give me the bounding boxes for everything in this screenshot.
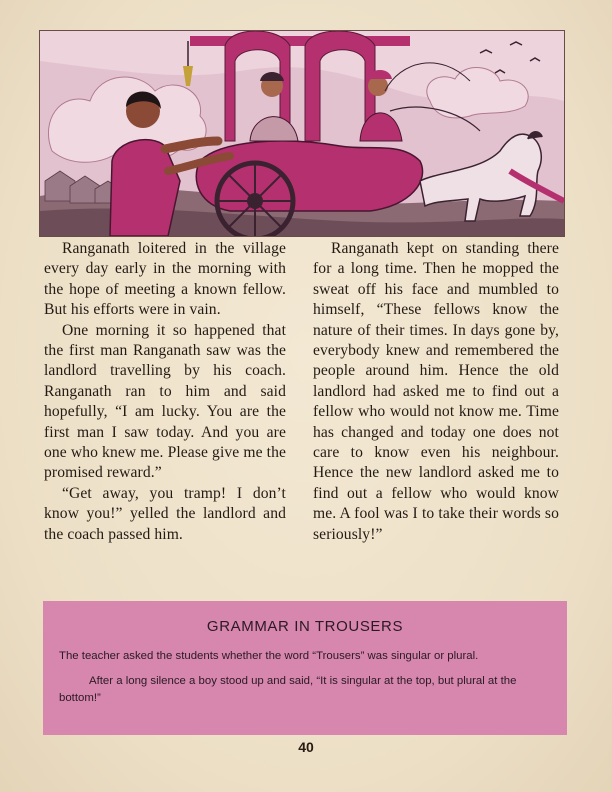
grammar-box-title: GRAMMAR IN TROUSERS: [206, 618, 404, 635]
story-paragraph: “Get away, you tramp! I don’t know you!” yelled the landlord and the coach passed him.: [44, 484, 286, 543]
chariot-illustration: [39, 30, 565, 237]
story-paragraph: One morning it so happened that the first man Ranganath saw was the landlord travelling by his coach. Ranganath ran to him and said hopefully, “I am lucky. You are the first man I saw today. And you are one who knew me. Please give me the promised reward.”: [44, 321, 286, 482]
story-left-column: [44, 239, 286, 545]
story-paragraph: Ranganath loitered in the village every day early in the morning with the hope of meeting a known fellow. But his efforts were in vain.: [44, 240, 286, 319]
chariot-scene-image: [40, 31, 564, 236]
grammar-box-text: [59, 648, 553, 707]
grammar-box-line: The teacher asked the students whether the word “Trousers” was singular or plural.: [59, 650, 479, 662]
story-paragraph: Ranganath kept on standing there for a long time. Then he mopped the sweat off his face and mumbled to himself, “These fellows know the nature of their times. In days gone by, everybody knew and remembered the people around him. Hence the old landlord had asked me to find out a fellow who would not know me. Time has changed and today one does not care to know even his neighbour. Hence the new landlord asked me to find out a fellow who would know me. A fool was I to take their words so seriously!”: [313, 240, 559, 543]
grammar-box: [43, 601, 567, 735]
grammar-box-line: After a long silence a boy stood up and said, “It is singular at the top, but plural at the bottom!”: [59, 675, 517, 704]
page-number: 40: [298, 739, 314, 755]
story-right-column: [313, 239, 559, 545]
